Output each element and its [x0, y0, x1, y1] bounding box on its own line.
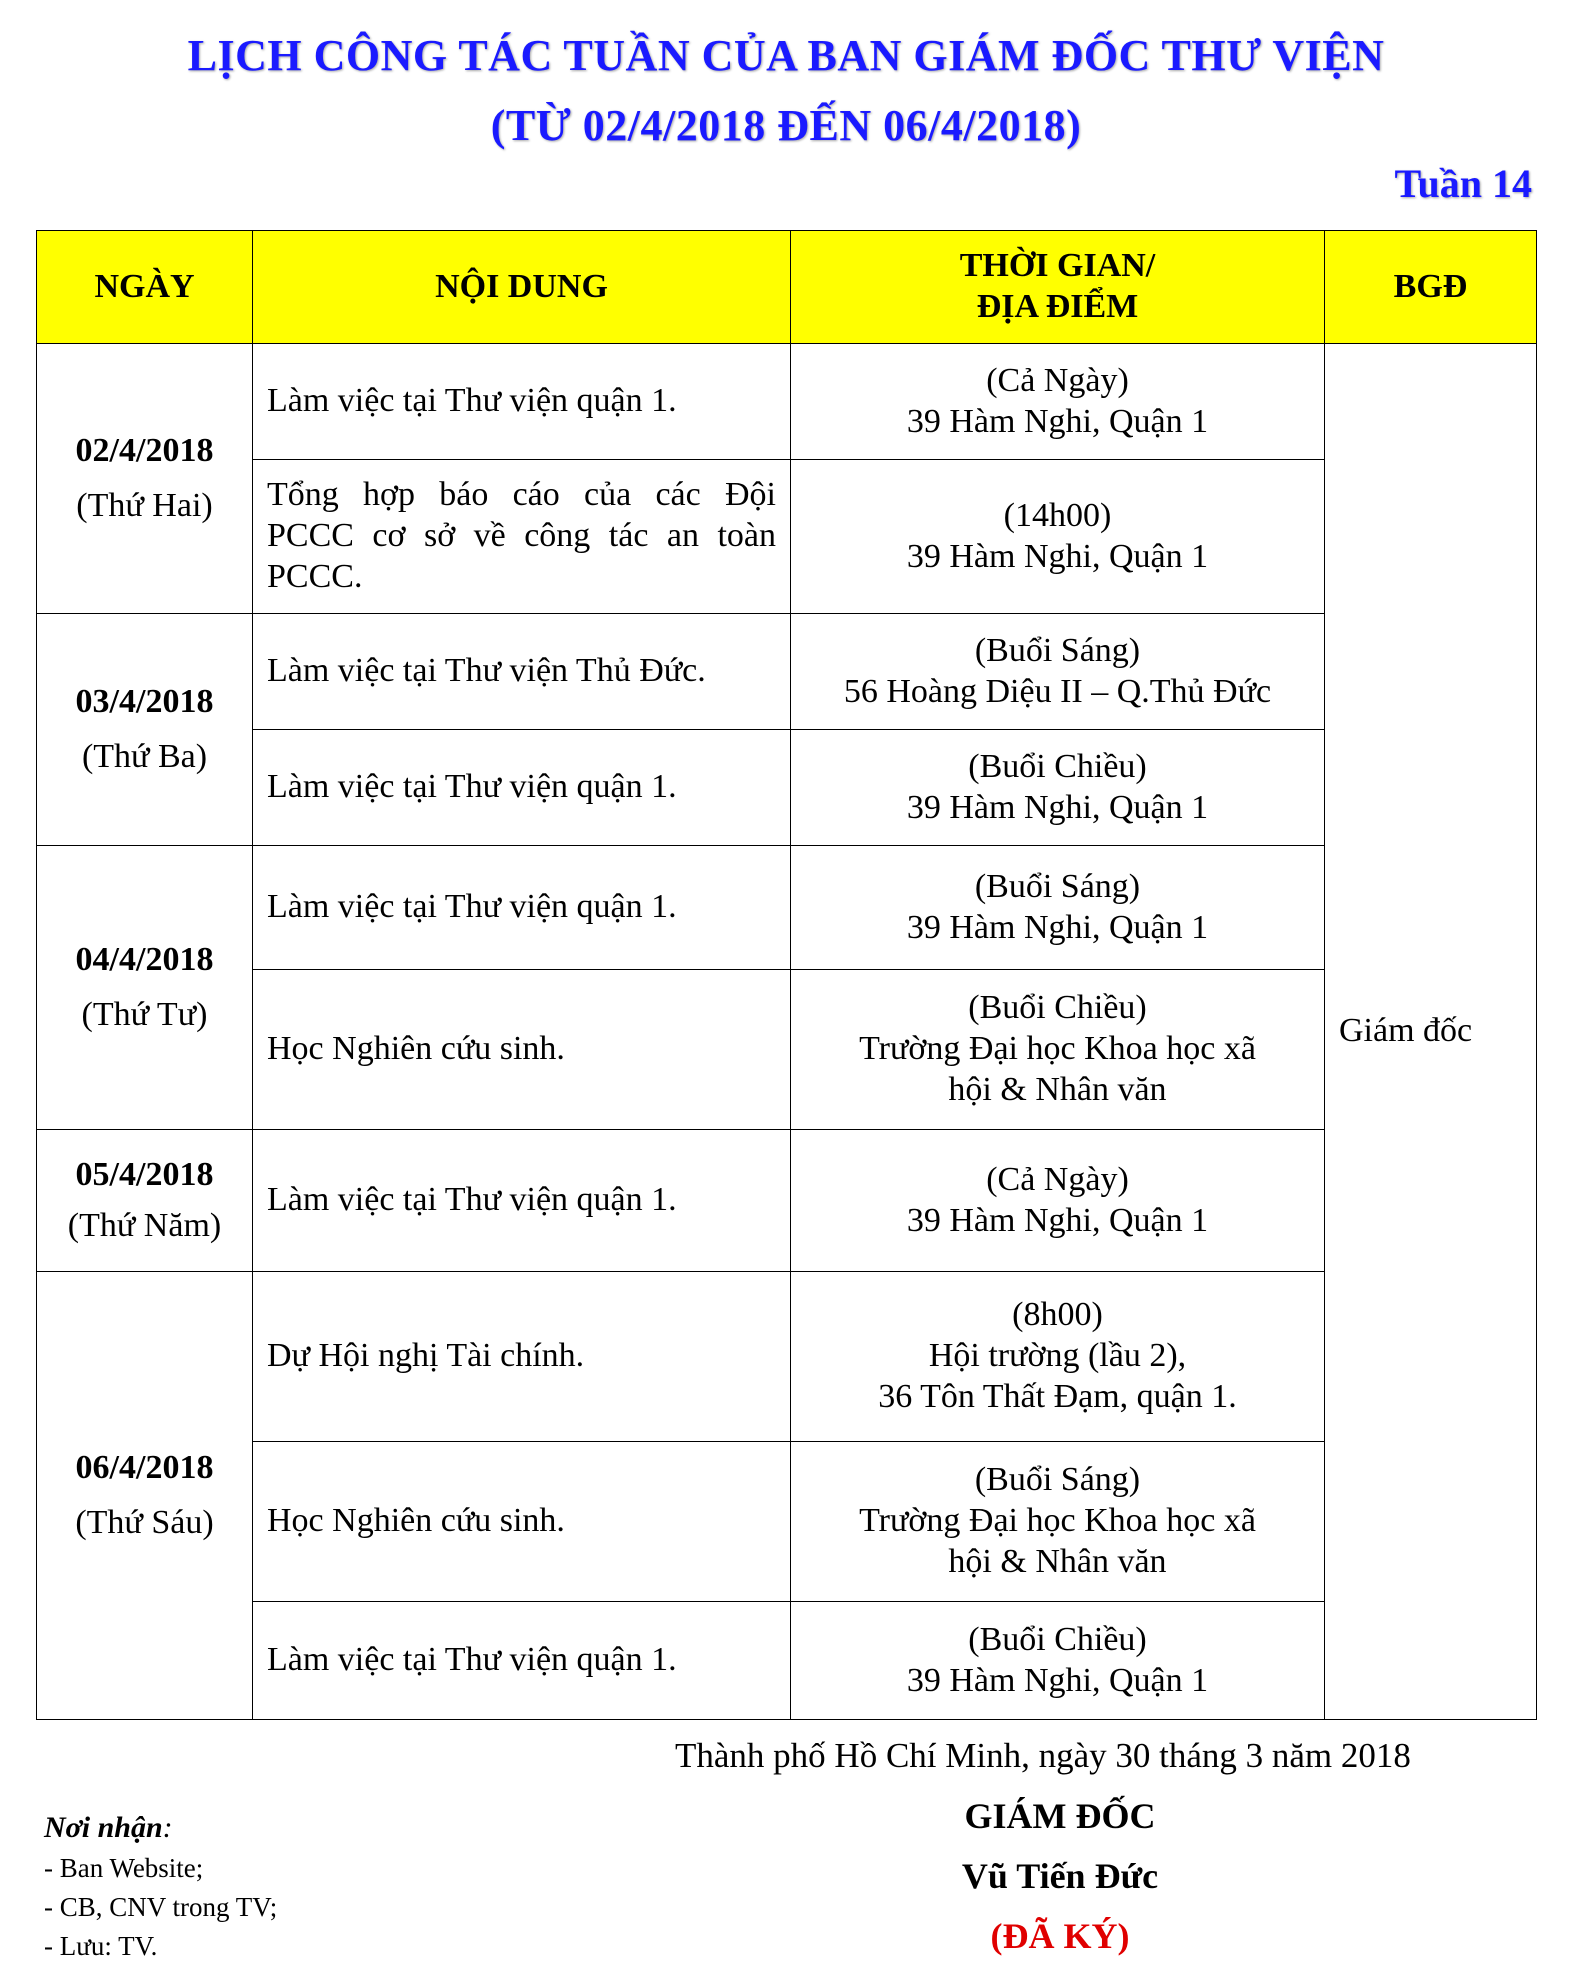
- table-row: [37, 460, 1537, 614]
- table-header-row: [37, 231, 1537, 344]
- task-place: Hội trường (lầu 2),: [928, 1337, 1187, 1375]
- task-time-place: [791, 614, 1325, 730]
- task-time-place: [791, 1602, 1325, 1720]
- task-place: 39 Hàm Nghi, Quận 1: [906, 788, 1209, 826]
- task-time: (Buổi Chiều): [968, 989, 1147, 1027]
- recipient-item: - CB, CNV trong TV;: [44, 1892, 278, 1923]
- date-value: 03/4/2018: [75, 682, 214, 720]
- task-time: (Cả Ngày): [986, 361, 1129, 399]
- table-row: [37, 1130, 1537, 1272]
- task-place: 39 Hàm Nghi, Quận 1: [906, 908, 1209, 946]
- task-place: 39 Hàm Nghi, Quận 1: [906, 1201, 1209, 1239]
- week-label: Tuần 14: [1394, 161, 1532, 206]
- column-header-time-place: [791, 231, 1325, 344]
- table-row: [37, 970, 1537, 1130]
- task-time-place: [791, 1272, 1325, 1442]
- recipient-item: - Lưu: TV.: [44, 1931, 158, 1962]
- date-value: 06/4/2018: [75, 1448, 214, 1486]
- task-content: Tổng hợp báo cáo của các Đội PCCC cơ sở về công tác an toàn PCCC.: [253, 460, 791, 614]
- date-cell: [37, 846, 253, 1130]
- signed-status: (ĐÃ KÝ): [990, 1916, 1130, 1956]
- task-place: 39 Hàm Nghi, Quận 1: [906, 1661, 1209, 1699]
- task-time-place: [791, 460, 1325, 614]
- task-time-place: [791, 1130, 1325, 1272]
- task-content: Làm việc tại Thư viện quận 1.: [253, 1130, 791, 1272]
- signer-title: GIÁM ĐỐC: [964, 1796, 1156, 1836]
- task-time: (Buổi Sáng): [974, 1461, 1141, 1499]
- task-time: (Buổi Sáng): [974, 631, 1141, 669]
- task-time: (Buổi Chiều): [968, 1620, 1147, 1658]
- date-value: 05/4/2018: [75, 1155, 214, 1193]
- task-time: (14h00): [1003, 496, 1112, 534]
- task-content: Dự Hội nghị Tài chính.: [253, 1272, 791, 1442]
- date-value: 02/4/2018: [75, 431, 214, 469]
- task-place: 56 Hoàng Diệu II – Q.Thủ Đức: [843, 672, 1272, 710]
- table-row: [37, 614, 1537, 730]
- task-content: Làm việc tại Thư viện Thủ Đức.: [253, 614, 791, 730]
- issue-date: Thành phố Hồ Chí Minh, ngày 30 tháng 3 năm 2018: [675, 1736, 1411, 1775]
- task-place: hội & Nhân văn: [948, 1542, 1167, 1580]
- task-time-place: [791, 846, 1325, 970]
- date-cell: [37, 1272, 253, 1720]
- column-header-date: NGÀY: [37, 231, 253, 344]
- table-row: [37, 1602, 1537, 1720]
- task-content: Làm việc tại Thư viện quận 1.: [253, 1602, 791, 1720]
- recipient-item: - Ban Website;: [44, 1853, 204, 1883]
- task-time-place: [791, 344, 1325, 460]
- recipients-label-colon: :: [162, 1811, 173, 1844]
- column-header-time: THỜI GIAN/: [959, 247, 1156, 285]
- task-place: 39 Hàm Nghi, Quận 1: [906, 402, 1209, 440]
- task-place: 36 Tôn Thất Đạm, quận 1.: [878, 1377, 1237, 1415]
- table-row: [37, 1272, 1537, 1442]
- task-content: Làm việc tại Thư viện quận 1.: [253, 730, 791, 846]
- column-header-place: ĐỊA ĐIỂM: [976, 288, 1139, 325]
- document-title: LỊCH CÔNG TÁC TUẦN CỦA BAN GIÁM ĐỐC THƯ VIỆN: [187, 31, 1385, 80]
- task-time: (8h00): [1012, 1296, 1103, 1334]
- task-content: Làm việc tại Thư viện quận 1.: [253, 344, 791, 460]
- weekday-value: (Thứ Hai): [76, 486, 213, 524]
- weekday-value: (Thứ Ba): [81, 737, 208, 775]
- recipients-label: [44, 1811, 173, 1844]
- task-place: 39 Hàm Nghi, Quận 1: [906, 537, 1209, 575]
- date-cell: [37, 1130, 253, 1272]
- task-time: (Buổi Chiều): [968, 747, 1147, 785]
- task-place: Trường Đại học Khoa học xã: [859, 1030, 1256, 1068]
- column-header-content: NỘI DUNG: [253, 231, 791, 344]
- bgd-cell: Giám đốc: [1325, 344, 1537, 1720]
- column-header-bgd: BGĐ: [1325, 231, 1537, 344]
- task-time-place: [791, 970, 1325, 1130]
- weekday-value: (Thứ Sáu): [75, 1503, 214, 1541]
- task-time: (Cả Ngày): [986, 1160, 1129, 1198]
- table-row: [37, 846, 1537, 970]
- task-content: Học Nghiên cứu sinh.: [253, 970, 791, 1130]
- table-row: [37, 730, 1537, 846]
- document-date-range: (TỪ 02/4/2018 ĐẾN 06/4/2018): [490, 101, 1082, 150]
- schedule-table: [36, 230, 1537, 1720]
- task-content: Học Nghiên cứu sinh.: [253, 1442, 791, 1602]
- table-row: [37, 1442, 1537, 1602]
- task-time-place: [791, 1442, 1325, 1602]
- recipients-label-text: Nơi nhận: [44, 1811, 163, 1844]
- task-place: Trường Đại học Khoa học xã: [859, 1502, 1256, 1540]
- recipients-block: [44, 1808, 277, 1964]
- weekday-value: (Thứ Tư): [81, 995, 208, 1033]
- task-content: Làm việc tại Thư viện quận 1.: [253, 846, 791, 970]
- date-value: 04/4/2018: [75, 940, 214, 978]
- task-time: (Buổi Sáng): [974, 867, 1141, 905]
- signer-name: Vũ Tiến Đức: [961, 1856, 1159, 1896]
- task-time-place: [791, 730, 1325, 846]
- date-cell: [37, 614, 253, 846]
- task-place: hội & Nhân văn: [948, 1070, 1167, 1108]
- table-row: [37, 344, 1537, 460]
- date-cell: [37, 344, 253, 614]
- weekday-value: (Thứ Năm): [67, 1206, 222, 1244]
